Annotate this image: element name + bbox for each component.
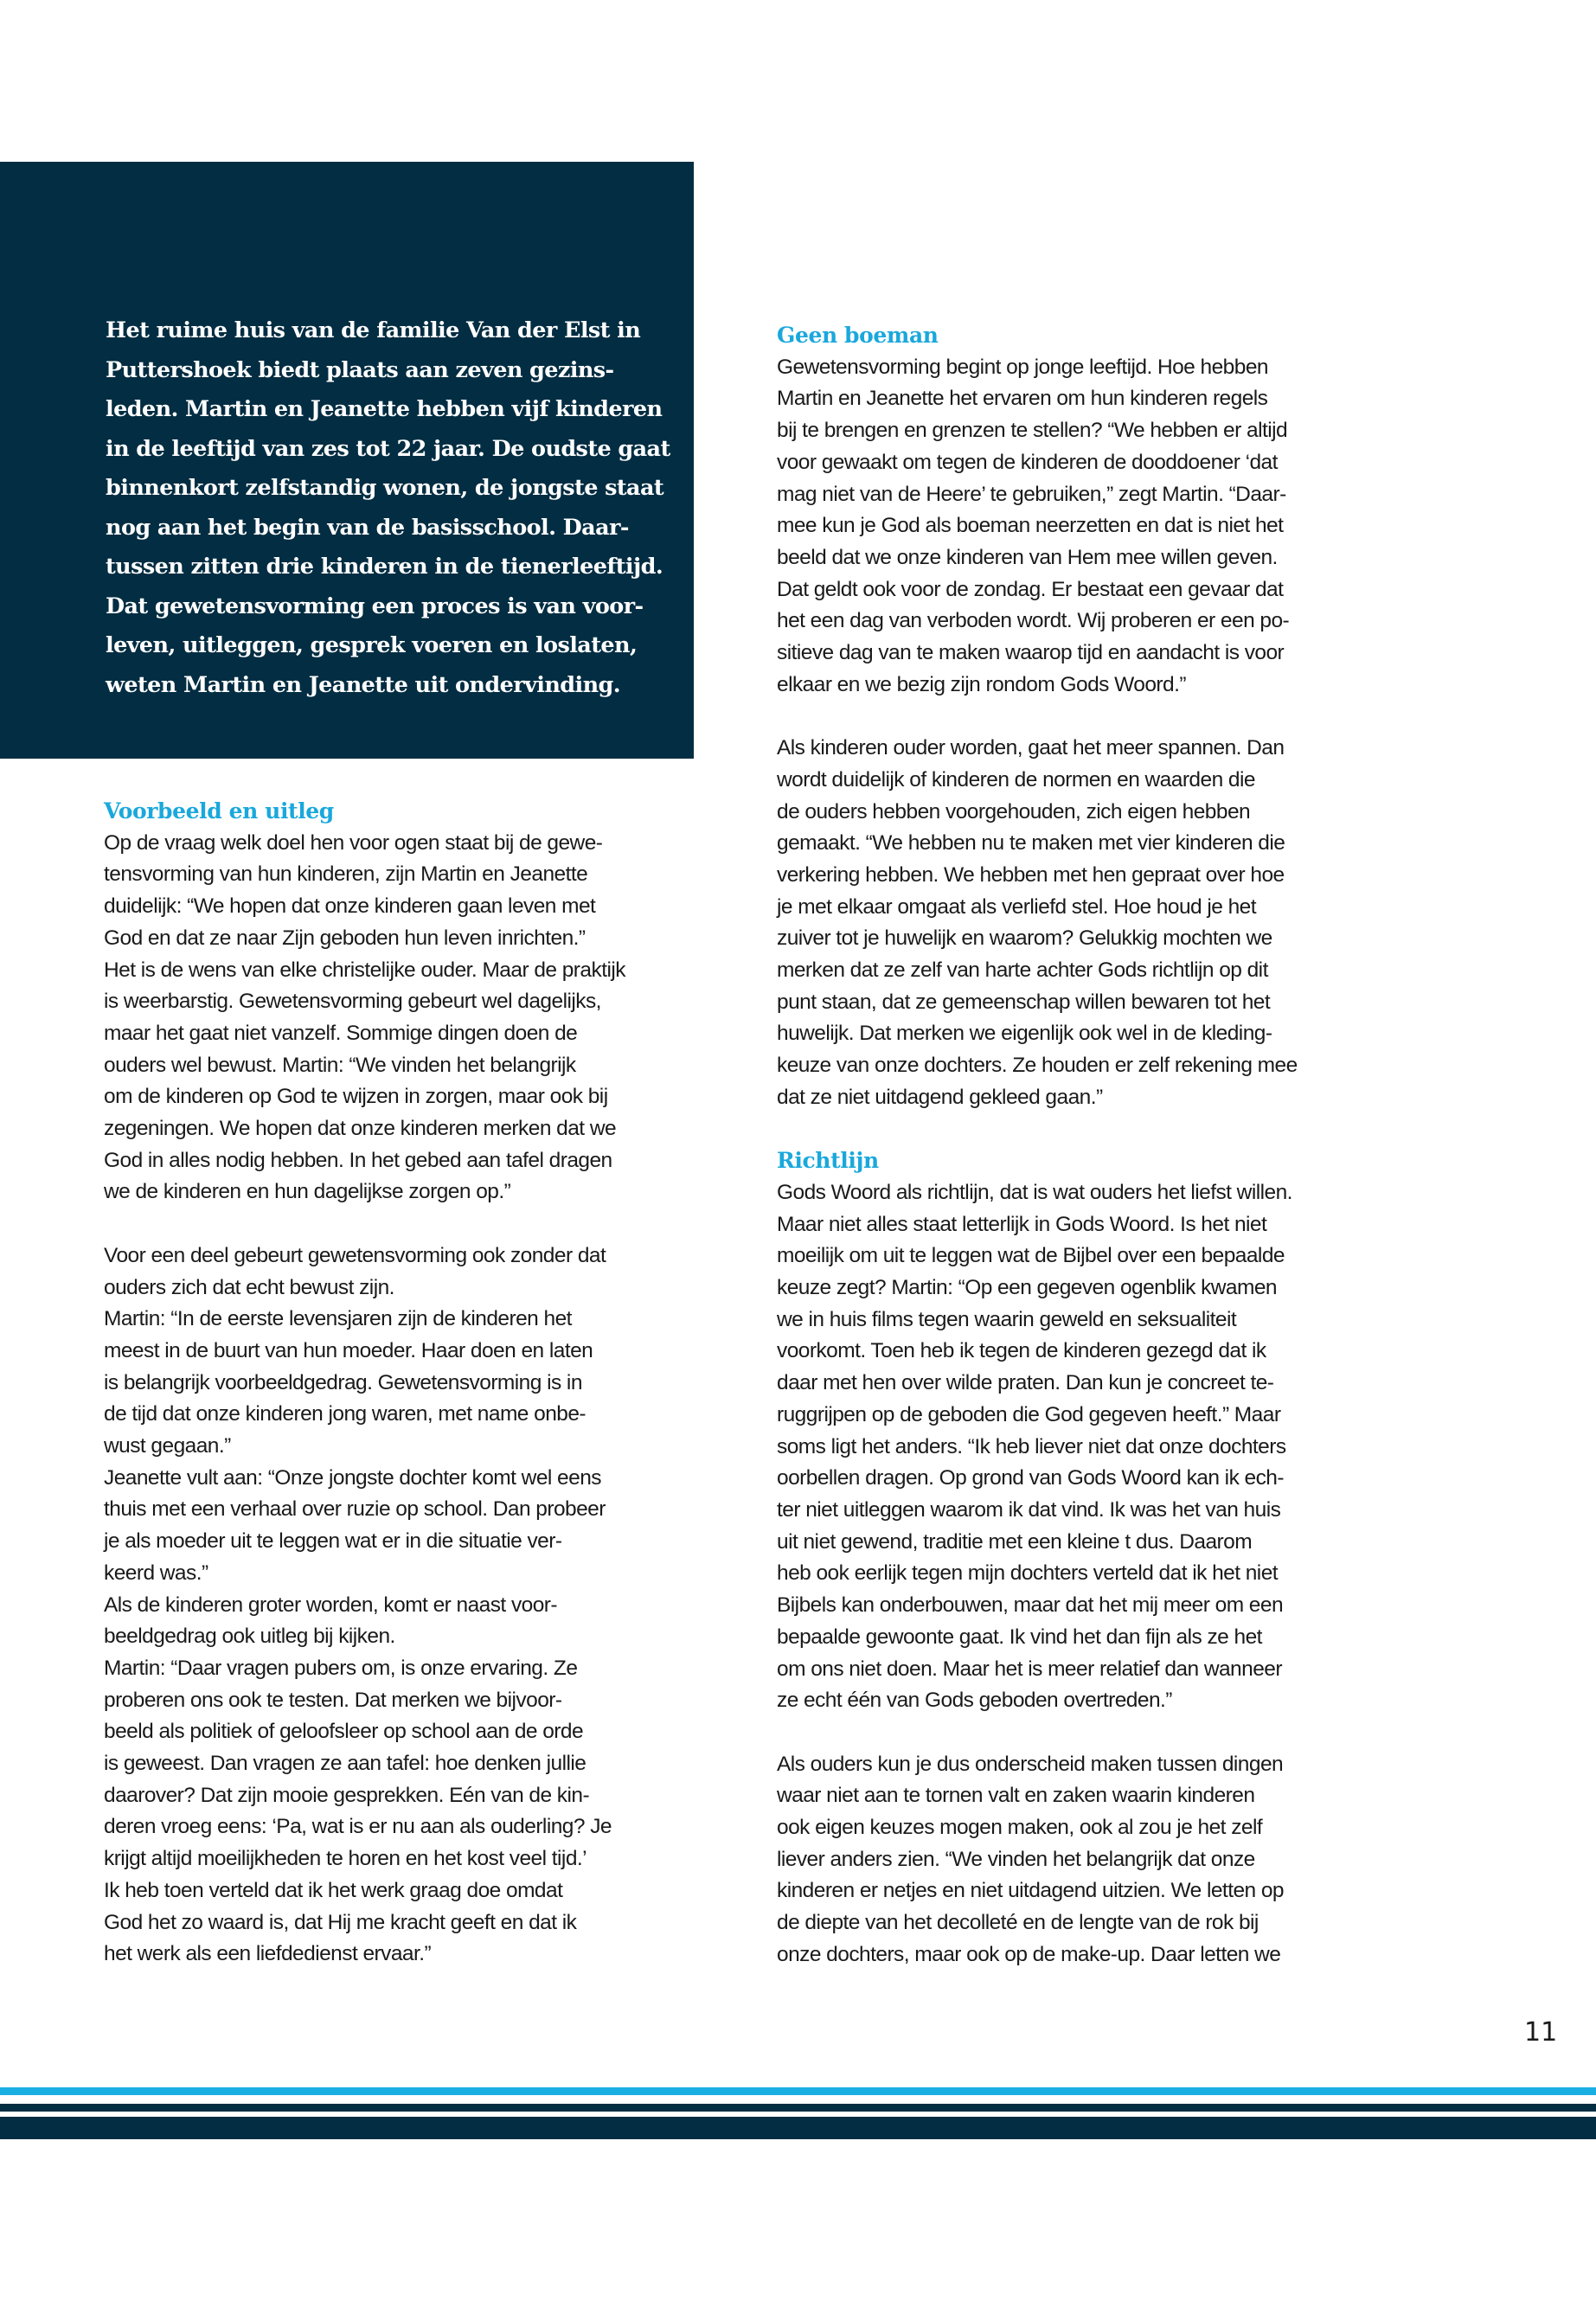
text-line: bij te brengen en grenzen te stellen? “We hebben er altijd (777, 419, 1288, 443)
text-line: gemaakt. “We hebben nu te maken met vier kinderen die (777, 831, 1285, 856)
text-line: ruggrijpen op de geboden die God gegeven heeft.” Maar (777, 1402, 1281, 1426)
text-line: Als kinderen ouder worden, gaat het meer spannen. Dan (777, 736, 1285, 760)
text-line: oorbellen dragen. Op grond van Gods Woord kan ik ech- (777, 1466, 1284, 1490)
text-line: kinderen er netjes en niet uitdagend uitzien. We letten op (777, 1879, 1285, 1903)
text-line: Als ouders kun je dus onderscheid maken tussen dingen (777, 1752, 1284, 1776)
text-line: proberen ons ook te testen. Dat merken we bijvoor- (104, 1688, 562, 1712)
text-line: tensvorming van hun kinderen, zijn Martin en Jeanette (104, 862, 588, 887)
text-line: Martin en Jeanette het ervaren om hun kinderen regels (777, 387, 1268, 411)
text-line: ouders wel bewust. Martin: “We vinden het belangrijk (104, 1053, 576, 1077)
text-line: punt staan, dat ze gemeenschap willen bewaren tot het (777, 990, 1271, 1014)
text-line: God het zo waard is, dat Hij me kracht geeft en dat ik (104, 1910, 577, 1934)
section-heading-richtlijn: Richtlijn (777, 1148, 879, 1174)
text-line: wust gegaan.” (104, 1434, 231, 1458)
text-line: God en dat ze naar Zijn geboden hun leven inrichten.” (104, 926, 586, 950)
text-line: huwelijk. Dat merken we eigenlijk ook wel in de kleding- (777, 1022, 1272, 1046)
text-line: verkering hebben. We hebben met hen gepraat over hoe (777, 862, 1285, 887)
text-line: liever anders zien. “We vinden het belangrijk dat onze (777, 1847, 1255, 1871)
text-line: meest in de buurt van hun moeder. Haar doen en laten (104, 1338, 593, 1362)
paragraph-gap (104, 1208, 727, 1240)
text-line: Het is de wens van elke christelijke ouder. Maar de praktijk (104, 958, 625, 982)
paragraph-gap (777, 1114, 1400, 1146)
text-line: is belangrijk voorbeeldgedrag. Gewetensvorming is in (104, 1370, 582, 1394)
text-line: Gods Woord als richtlijn, dat is wat ouders het liefst willen. (777, 1180, 1292, 1204)
text-line: wordt duidelijk of kinderen de normen en waarden die (777, 767, 1255, 792)
text-line: mee kun je God als boeman neerzetten en dat is niet het (777, 514, 1284, 538)
text-line: Martin: “Daar vragen pubers om, is onze ervaring. Ze (104, 1656, 578, 1680)
text-line: deren vroeg eens: ‘Pa, wat is er nu aan als ouderling? Je (104, 1815, 612, 1839)
text-line: Als de kinderen groter worden, komt er naast voor- (104, 1593, 558, 1617)
footer-stripe-cyan (0, 2087, 1596, 2095)
text-line: het werk als een liefdedienst ervaar.” (104, 1942, 432, 1966)
text-line: de diepte van het decolleté en de lengte van de rok bij (777, 1911, 1259, 1935)
text-line: daar met hen over wilde praten. Dan kun je concreet te- (777, 1371, 1274, 1395)
text-line: je met elkaar omgaat als verliefd stel. Hoe houd je het (777, 894, 1256, 919)
paragraph (777, 1749, 1400, 1971)
text-line: keuze zegt? Martin: “Op een gegeven ogenblik kwamen (777, 1276, 1278, 1300)
intro-text (106, 311, 670, 705)
text-line: moeilijk om uit te leggen wat de Bijbel over een bepaalde (777, 1244, 1285, 1268)
text-line: Dat geldt ook voor de zondag. Er bestaat een gevaar dat (777, 577, 1284, 601)
text-line: krijgt altijd moeilijkheden te horen en het kost veel tijd.’ (104, 1847, 587, 1871)
text-line: Het ruime huis van de familie Van der Elst in (106, 317, 641, 343)
text-line: weten Martin en Jeanette uit ondervinding. (106, 671, 621, 698)
text-line: tussen zitten drie kinderen in de tienerleeftijd. (106, 554, 663, 580)
paragraph-gap (777, 701, 1400, 733)
text-line: je als moeder uit te leggen wat er in die situatie ver- (104, 1529, 562, 1554)
text-line: de tijd dat onze kinderen jong waren, met name onbe- (104, 1402, 586, 1426)
paragraph (777, 733, 1400, 1113)
text-line: om de kinderen op God te wijzen in zorgen, maar ook bij (104, 1085, 608, 1109)
text-line: in de leeftijd van zes tot 22 jaar. De oudste gaat (106, 435, 670, 462)
text-line: Dat gewetensvorming een proces is van voor- (106, 593, 644, 619)
right-column (777, 320, 1400, 1971)
paragraph-gap (777, 1717, 1400, 1749)
text-line: Ik heb toen verteld dat ik het werk graag doe omdat (104, 1878, 563, 1902)
left-column (104, 796, 727, 1971)
text-line: Bijbels kan onderbouwen, maar dat het mij meer om een (777, 1593, 1284, 1618)
text-line: we in huis films tegen waarin geweld en seksualiteit (777, 1307, 1237, 1331)
text-line: dat ze niet uitdagend gekleed gaan.” (777, 1085, 1103, 1109)
text-line: zuiver tot je huwelijk en waarom? Gelukkig mochten we (777, 926, 1272, 951)
text-line: Voor een deel gebeurt gewetensvorming ook zonder dat (104, 1243, 606, 1267)
text-line: het een dag van verboden wordt. Wij proberen er een po- (777, 609, 1290, 633)
text-line: daarover? Dat zijn mooie gesprekken. Eén van de kin- (104, 1783, 590, 1807)
text-line: beeld dat we onze kinderen van Hem mee willen geven. (777, 545, 1278, 569)
text-line: we de kinderen en hun dagelijkse zorgen op.” (104, 1180, 511, 1204)
text-line: voor gewaakt om tegen de kinderen de dooddoener ‘dat (777, 450, 1278, 474)
text-line: Jeanette vult aan: “Onze jongste dochter komt wel eens (104, 1465, 601, 1490)
text-line: maar het gaat niet vanzelf. Sommige dingen doen de (104, 1021, 578, 1045)
text-line: voorkomt. Toen heb ik tegen de kinderen gezegd dat ik (777, 1339, 1266, 1363)
text-line: Martin: “In de eerste levensjaren zijn de kinderen het (104, 1307, 572, 1331)
text-line: de ouders hebben voorgehouden, zich eigen hebben (777, 799, 1251, 824)
text-line: waar niet aan te tornen valt en zaken waarin kinderen (777, 1784, 1255, 1808)
text-line: merken dat ze zelf van harte achter Gods richtlijn op dit (777, 958, 1268, 983)
paragraph (104, 828, 727, 1208)
text-line: leden. Martin en Jeanette hebben vijf kinderen (106, 396, 663, 422)
text-line: sitieve dag van te maken waarop tijd en aandacht is voor (777, 641, 1285, 665)
text-line: ter niet uitleggen waarom ik dat vind. Ik was het van huis (777, 1497, 1281, 1522)
paragraph (777, 352, 1400, 702)
text-line: ook eigen keuzes mogen maken, ook al zou je het zelf (777, 1816, 1263, 1839)
section-heading-geen-boeman: Geen boeman (777, 323, 939, 348)
text-line: leven, uitleggen, gesprek voeren en loslaten, (106, 632, 638, 658)
paragraph (104, 1240, 727, 1971)
text-line: Maar niet alles staat letterlijk in Gods Woord. Is het niet (777, 1212, 1267, 1236)
text-line: is weerbarstig. Gewetensvorming gebeurt wel dagelijks, (104, 990, 601, 1014)
text-line: binnenkort zelfstandig wonen, de jongste staat (106, 475, 664, 501)
text-line: ouders zich dat echt bewust zijn. (104, 1275, 394, 1299)
text-line: bepaalde gewoonte gaat. Ik vind het dan fijn als ze het (777, 1625, 1262, 1649)
footer-stripe-navy-thin (0, 2104, 1596, 2112)
text-line: Op de vraag welk doel hen voor ogen staat bij de gewe- (104, 830, 603, 855)
text-line: ze echt één van Gods geboden overtreden.” (777, 1689, 1172, 1713)
text-line: beeld als politiek of geloofsleer op school aan de orde (104, 1720, 584, 1744)
text-line: keuze van onze dochters. Ze houden er zelf rekening mee (777, 1054, 1298, 1078)
text-line: uit niet gewend, traditie met een kleine t dus. Daarom (777, 1529, 1253, 1554)
text-line: Gewetensvorming begint op jonge leeftijd. Hoe hebben (777, 355, 1268, 379)
text-line: om ons niet doen. Maar het is meer relatief dan wanneer (777, 1657, 1282, 1681)
text-line: heb ook eerlijk tegen mijn dochters verteld dat ik het niet (777, 1561, 1279, 1586)
text-line: beeldgedrag ook uitleg bij kijken. (104, 1625, 395, 1649)
text-line: Puttershoek biedt plaats aan zeven gezins- (106, 356, 614, 383)
text-line: onze dochters, maar ook op de make-up. Daar letten we (777, 1942, 1281, 1966)
page-number: 11 (1524, 2017, 1558, 2048)
text-line: soms ligt het anders. “Ik heb liever niet dat onze dochters (777, 1434, 1286, 1458)
text-line: zegeningen. We hopen dat onze kinderen merken dat we (104, 1117, 617, 1141)
text-line: nog aan het begin van de basisschool. Daar- (106, 514, 629, 541)
text-line: God in alles nodig hebben. In het gebed aan tafel dragen (104, 1148, 612, 1172)
text-line: mag niet van de Heere’ te gebruiken,” zegt Martin. “Daar- (777, 482, 1286, 506)
text-line: keerd was.” (104, 1561, 208, 1585)
footer-stripe-navy-thick (0, 2117, 1596, 2139)
text-line: elkaar en we bezig zijn rondom Gods Woord.” (777, 672, 1186, 696)
text-line: duidelijk: “We hopen dat onze kinderen gaan leven met (104, 894, 596, 919)
paragraph (777, 1177, 1400, 1717)
text-line: thuis met een verhaal over ruzie op school. Dan probeer (104, 1497, 606, 1522)
section-heading-voorbeeld: Voorbeeld en uitleg (104, 798, 334, 824)
text-line: is geweest. Dan vragen ze aan tafel: hoe denken jullie (104, 1752, 586, 1776)
